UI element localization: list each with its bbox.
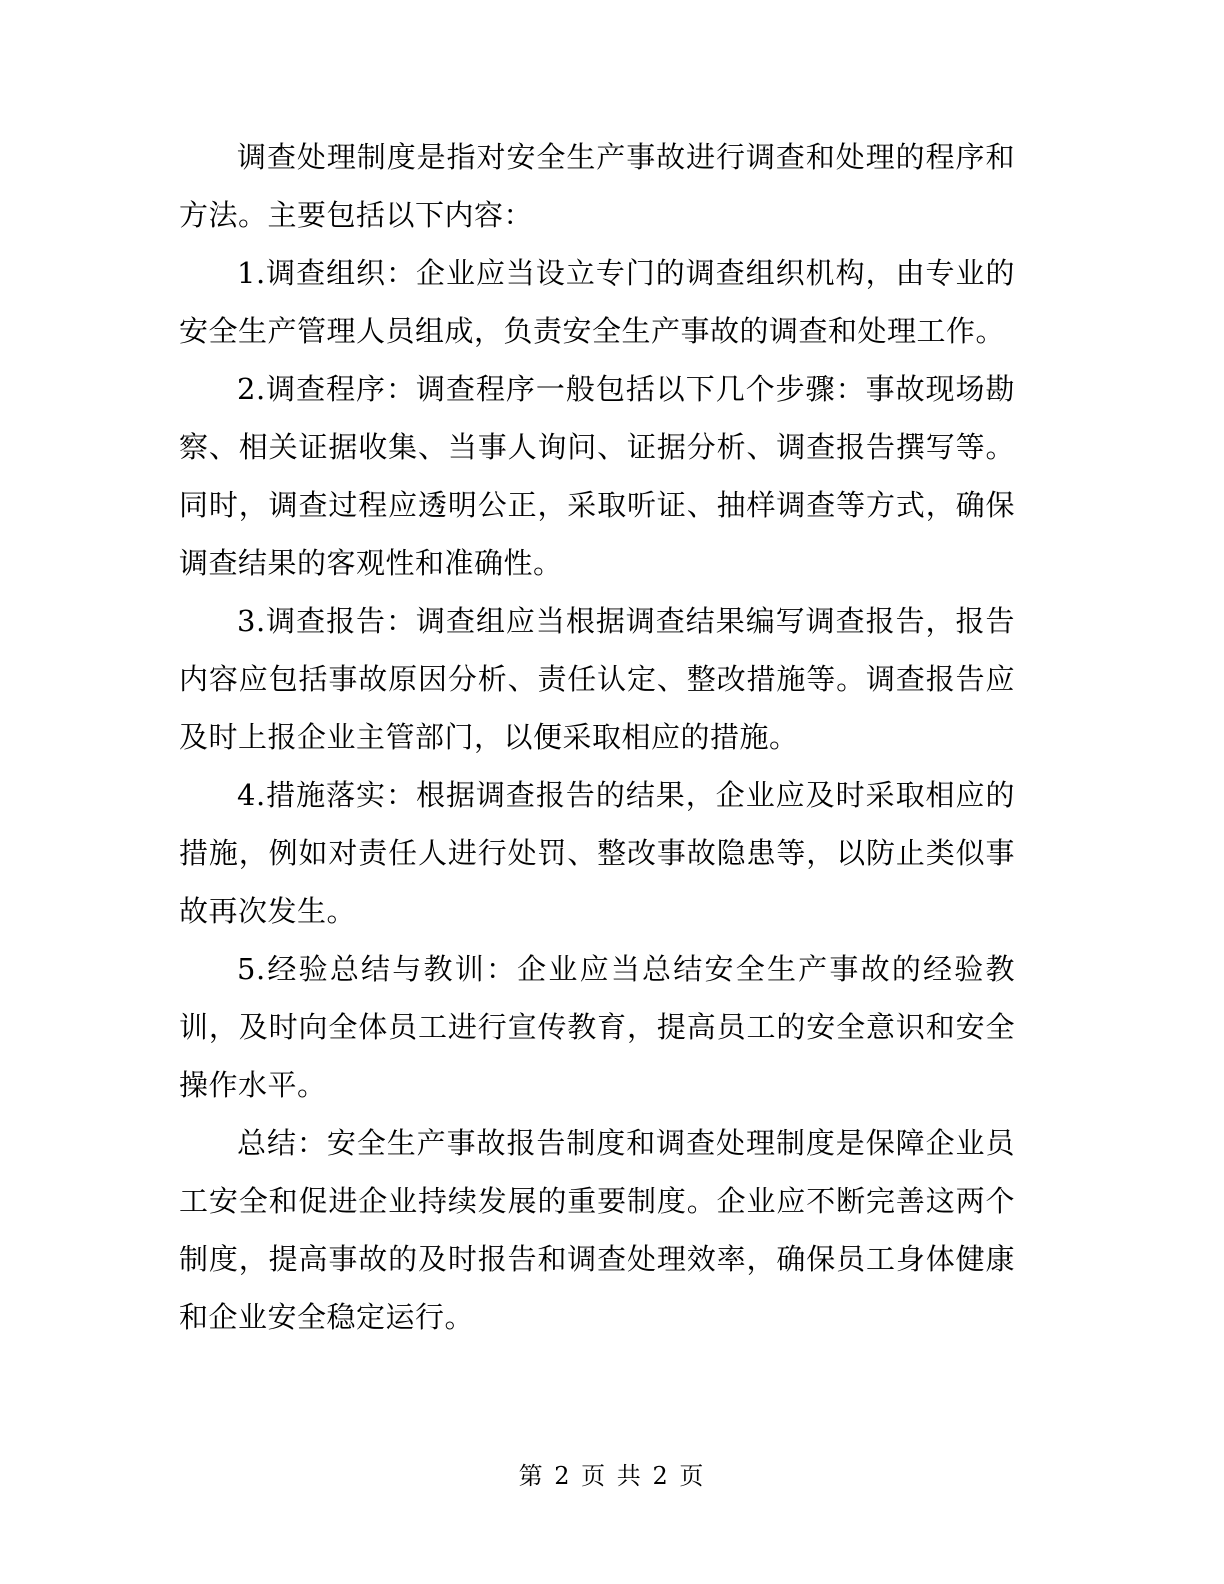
paragraph-item-3: 3.调查报告：调查组应当根据调查结果编写调查报告，报告内容应包括事故原因分析、责任认定、整改措施等。调查报告应及时上报企业主管部门，以便采取相应的措施。 bbox=[179, 604, 1015, 754]
page-number-footer: 第 2 页 共 2 页 bbox=[518, 1462, 706, 1490]
document-body bbox=[179, 128, 1015, 1346]
paragraph-item-2: 2.调查程序：调查程序一般包括以下几个步骤：事故现场勘察、相关证据收集、当事人询问、证据分析、调查报告撰写等。同时，调查过程应透明公正，采取听证、抽样调查等方式，确保调查结果的客观性和准确性。 bbox=[179, 372, 1015, 580]
paragraph-item-1: 1.调查组织：企业应当设立专门的调查组织机构，由专业的安全生产管理人员组成，负责安全生产事故的调查和处理工作。 bbox=[179, 256, 1015, 348]
paragraph-item-4: 4.措施落实：根据调查报告的结果，企业应及时采取相应的措施，例如对责任人进行处罚、整改事故隐患等，以防止类似事故再次发生。 bbox=[179, 778, 1015, 928]
paragraph-item-5: 5.经验总结与教训：企业应当总结安全生产事故的经验教训，及时向全体员工进行宣传教育，提高员工的安全意识和安全操作水平。 bbox=[179, 952, 1015, 1102]
paragraph-intro: 调查处理制度是指对安全生产事故进行调查和处理的程序和方法。主要包括以下内容： bbox=[179, 140, 1015, 232]
paragraph-summary: 总结：安全生产事故报告制度和调查处理制度是保障企业员工安全和促进企业持续发展的重要制度。企业应不断完善这两个制度，提高事故的及时报告和调查处理效率，确保员工身体健康和企业安全稳定运行。 bbox=[179, 1126, 1015, 1334]
